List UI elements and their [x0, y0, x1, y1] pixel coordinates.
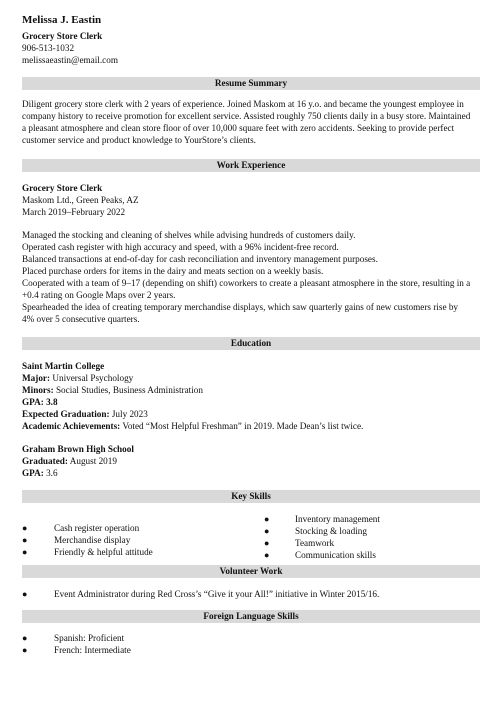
- achievements-value: Voted “Most Helpful Freshman” in 2019. Made Dean’s list twice.: [120, 421, 364, 431]
- school-graduated-label: Graduated:: [22, 456, 68, 466]
- bullet-icon: ●: [22, 645, 28, 655]
- college-minors: [22, 384, 203, 396]
- skill-item: Communication skills: [295, 550, 376, 560]
- summary-paragraph: [22, 98, 482, 146]
- school-gpa: [22, 467, 58, 479]
- section-header-skills: Key Skills: [22, 490, 480, 503]
- bullet-icon: ●: [22, 633, 28, 643]
- candidate-name: Melissa J. Eastin: [22, 14, 102, 26]
- school-name: Graham Brown High School: [22, 444, 134, 454]
- duty-line: Spearheaded the idea of creating temporary merchandise displays, which saw quarterly gains of new customers rise by: [22, 302, 459, 312]
- volunteer-item: Event Administrator during Red Cross’s “Give it your All!” initiative in Winter 2015/16.: [54, 589, 380, 599]
- job-duties: [22, 229, 482, 325]
- minors-value: Social Studies, Business Administration: [53, 385, 203, 395]
- major-value: Universal Psychology: [50, 373, 134, 383]
- bullet-icon: ●: [22, 547, 28, 557]
- section-header-volunteer: Volunteer Work: [22, 565, 480, 578]
- summary-line: customer service and product knowledge to YourStore’s clients.: [22, 135, 256, 145]
- summary-line: company history to receive promotion for excellent service. Assisted roughly 750 clients daily in a busy store. Maintained: [22, 111, 471, 121]
- duty-line: Placed purchase orders for items in the dairy and meats section on a weekly basis.: [22, 266, 324, 276]
- skill-item: Friendly & helpful attitude: [54, 547, 153, 557]
- minors-label: Minors:: [22, 385, 54, 395]
- school-graduated-value: August 2019: [67, 456, 117, 466]
- skill-item: Inventory management: [295, 514, 380, 524]
- bullet-icon: ●: [264, 550, 270, 560]
- summary-line: a pleasant atmosphere and clean store floor of over 10,000 square feet with zero accidents. Seeking to provide perfect: [22, 123, 455, 133]
- job-title: Grocery Store Clerk: [22, 183, 103, 193]
- college-major: [22, 372, 133, 384]
- section-header-experience: Work Experience: [22, 159, 480, 172]
- job-company: Maskom Ltd., Green Peaks, AZ: [22, 195, 139, 205]
- summary-line: Diligent grocery store clerk with 2 years of experience. Joined Maskom at 16 y.o. and became the youngest employee in: [22, 99, 464, 109]
- graduation-value: July 2023: [109, 409, 148, 419]
- language-item: Spanish: Proficient: [54, 633, 125, 643]
- bullet-icon: ●: [264, 526, 270, 536]
- section-header-languages: Foreign Language Skills: [22, 610, 480, 623]
- skill-item: Stocking & loading: [295, 526, 367, 536]
- bullet-icon: ●: [264, 538, 270, 548]
- language-item: French: Intermediate: [54, 645, 131, 655]
- email-address: melissaeastin@email.com: [22, 55, 118, 65]
- graduation-label: Expected Graduation:: [22, 409, 110, 419]
- achievements-label: Academic Achievements:: [22, 421, 121, 431]
- duty-line: +0.4 rating on Google Maps over 2 years.: [22, 290, 176, 300]
- college-graduation: [22, 408, 148, 420]
- school-graduation: [22, 455, 117, 467]
- college-achievements: [22, 420, 363, 432]
- skill-item: Cash register operation: [54, 523, 140, 533]
- school-gpa-label: GPA:: [22, 468, 44, 478]
- skill-item: Teamwork: [295, 538, 335, 548]
- section-header-summary: Resume Summary: [22, 77, 480, 90]
- duty-line: 4% over 5 consecutive quarters.: [22, 314, 140, 324]
- college-gpa: GPA: 3.8: [22, 397, 58, 407]
- duty-line: Managed the stocking and cleaning of shelves while advising hundreds of customers daily.: [22, 230, 356, 240]
- school-gpa-value: 3.6: [43, 468, 58, 478]
- duty-line: Balanced transactions at end-of-day for cash reconciliation and inventory management purposes.: [22, 254, 378, 264]
- bullet-icon: ●: [264, 514, 270, 524]
- major-label: Major:: [22, 373, 51, 383]
- duty-line: Cooperated with a team of 9–17 (depending on shift) coworkers to create a pleasant atmosphere in the store, resulting in a: [22, 278, 471, 288]
- skill-item: Merchandise display: [54, 535, 131, 545]
- candidate-title: Grocery Store Clerk: [22, 31, 103, 41]
- bullet-icon: ●: [22, 523, 28, 533]
- duty-line: Operated cash register with high accuracy and speed, with a 96% incident-free record.: [22, 242, 339, 252]
- college-name: Saint Martin College: [22, 361, 105, 371]
- bullet-icon: ●: [22, 589, 28, 599]
- job-dates: March 2019–February 2022: [22, 207, 126, 217]
- section-header-education: Education: [22, 337, 480, 350]
- phone-number: 906-513-1032: [22, 43, 75, 53]
- bullet-icon: ●: [22, 535, 28, 545]
